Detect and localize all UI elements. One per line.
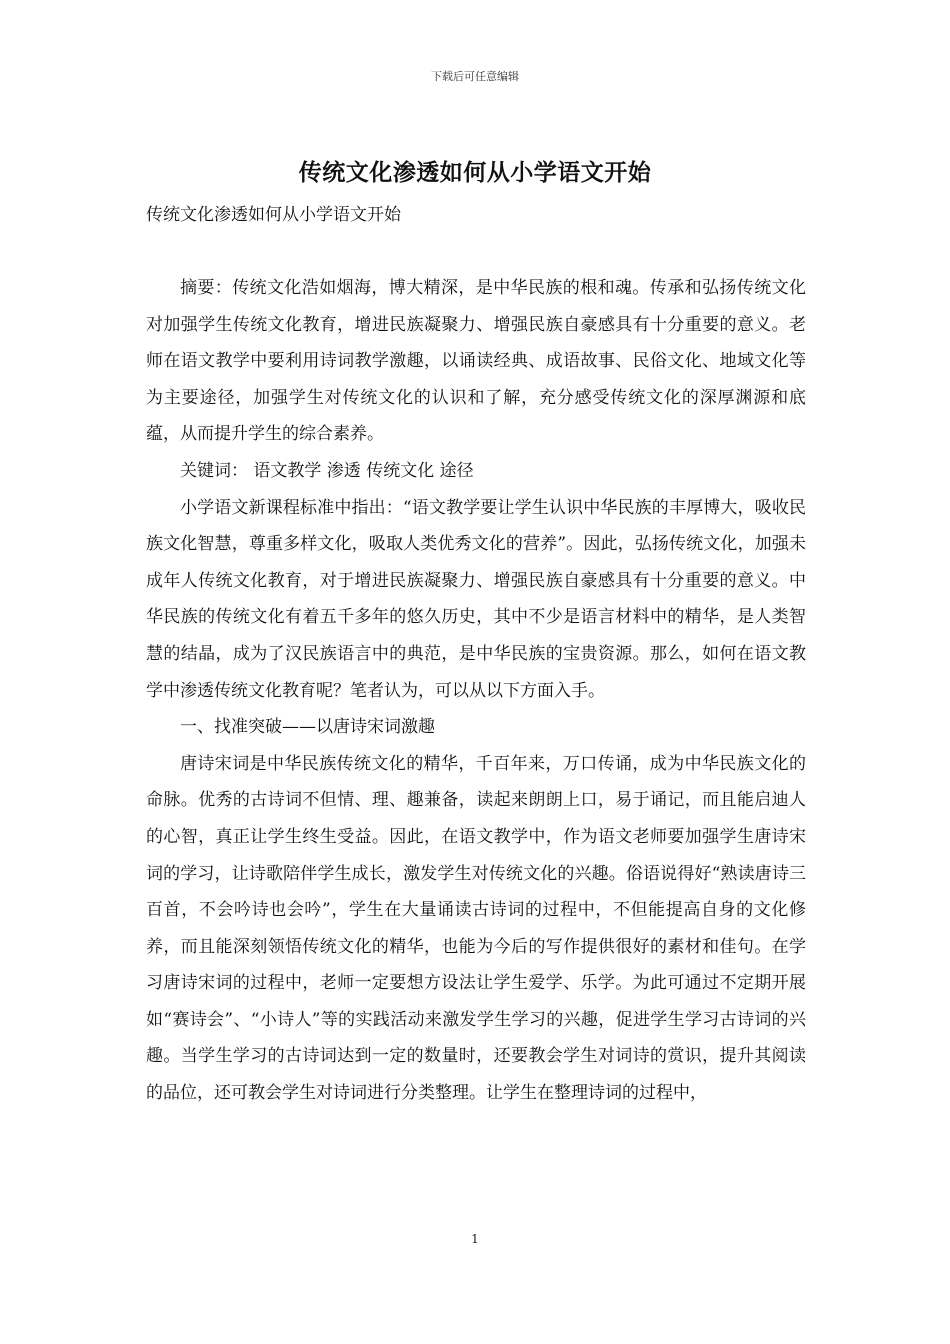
keywords-line: 关键词： 语文教学 渗透 传统文化 途径: [180, 460, 474, 481]
abstract-paragraph: 摘要：传统文化浩如烟海，博大精深，是中华民族的根和魂。传承和弘扬传统文化对加强学生传统文化教育，增进民族凝聚力、增强民族自豪感具有十分重要的意义。老师在语文教学中要利用诗词教学激趣，以诵读经典、成语故事、民俗文化、地域文化等为主要途径，加强学生对传统文化的认识和了解，充分感受传统文化的深厚渊源和底蕴，从而提升学生的综合素养。: [146, 278, 806, 445]
section-paragraph: 唐诗宋词是中华民族传统文化的精华，千百年来，万口传诵，成为中华民族文化的命脉。优秀的古诗词不但情、理、趣兼备，读起来朗朗上口，易于诵记，而且能启迪人的心智，真正让学生终生受益。因此，在语文教学中，作为语文老师要加强学生唐诗宋词的学习，让诗歌陪伴学生成长，激发学生对传统文化的兴趣。俗语说得好“熟读唐诗三百首，不会吟诗也会吟”，学生在大量诵读古诗词的过程中，不但能提高自身的文化修养，而且能深刻领悟传统文化的精华，也能为今后的写作提供很好的素材和佳句。在学习唐诗宋词的过程中，老师一定要想方设法让学生爱学、乐学。为此可通过不定期开展如“赛诗会”、“小诗人”等的实践活动来激发学生学习的兴趣，促进学生学习古诗词的兴趣。当学生学习的古诗词达到一定的数量时，还要教会学生对词诗的赏识，提升其阅读的品位，还可教会学生对诗词进行分类整理。让学生在整理诗词的过程中，: [146, 753, 806, 1104]
article-body: [146, 270, 806, 1112]
page-title: 传统文化渗透如何从小学语文开始: [298, 159, 652, 186]
page-subtitle: 传统文化渗透如何从小学语文开始: [146, 205, 401, 225]
section-heading: 一、找准突破——以唐诗宋词激趣: [180, 717, 435, 738]
intro-paragraph: 小学语文新课程标准中指出：“语文教学要让学生认识中华民族的丰厚博大，吸收民族文化智慧，尊重多样文化，吸取人类优秀文化的营养”。因此，弘扬传统文化，加强未成年人传统文化教育，对于增进民族凝聚力、增强民族自豪感具有十分重要的意义。中华民族的传统文化有着五千多年的悠久历史，其中不少是语言材料中的精华，是人类智慧的结晶，成为了汉民族语言中的典范，是中华民族的宝贵资源。那么，如何在语文教学中渗透传统文化教育呢？笔者认为，可以从以下方面入手。: [146, 497, 806, 701]
header-note: 下载后可任意编辑: [431, 70, 519, 83]
page-number: 1: [471, 1232, 479, 1246]
